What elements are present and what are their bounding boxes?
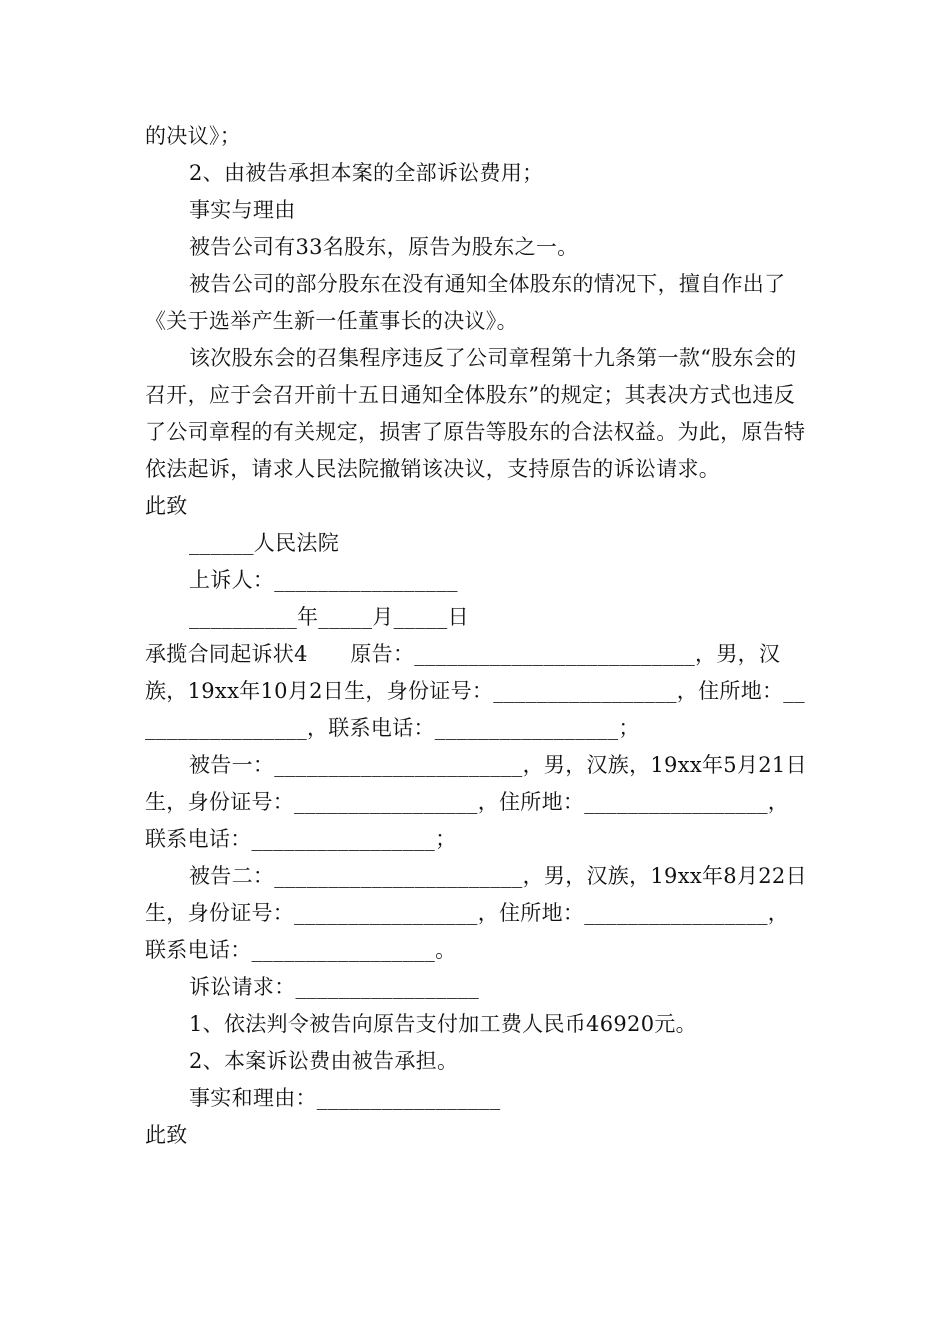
paragraph-unauthorized-resolution: 被告公司的部分股东在没有通知全体股东的情况下，擅自作出了《关于选举产生新一任董事长的决议》。 [145, 272, 786, 333]
document-body [145, 118, 810, 1154]
heading-facts-and-reasons: 事实与理由 [189, 198, 296, 222]
appellant-line: 上诉人：_________________ [189, 568, 458, 592]
defendant-one-info: 被告一：_______________________，男，汉族，19xx年5月21日生，身份证号：_________________，住所地：_________________，联系电话：_________________； [145, 753, 807, 851]
claims-heading: 诉讼请求：_________________ [189, 975, 480, 999]
claim-two: 2、本案诉讼费由被告承担。 [189, 1049, 459, 1073]
claim-one: 1、依法判令被告向原告支付加工费人民币46920元。 [189, 1012, 697, 1036]
paragraph-procedure-violation: 该次股东会的召集程序违反了公司章程第十九条第一款“股东会的召开，应于会召开前十五日通知全体股东”的规定；其表决方式也违反了公司章程的有关规定，损害了原告等股东的合法权益。为此，原告特依法起诉，请求人民法院撤销该决议，支持原告的诉讼请求。 [145, 346, 806, 481]
facts-and-reasons-line: 事实和理由：_________________ [189, 1086, 501, 1110]
closing-salutation-second: 此致 [145, 1123, 188, 1147]
date-line: __________年_____月_____日 [189, 605, 469, 629]
closing-salutation: 此致 [145, 494, 188, 518]
defendant-two-info: 被告二：_______________________，男，汉族，19xx年8月22日生，身份证号：_________________，住所地：_________________，联系电话：_________________。 [145, 864, 807, 962]
paragraph-shareholders: 被告公司有33名股东，原告为股东之一。 [189, 235, 579, 259]
court-name-line: ______人民法院 [189, 531, 339, 555]
paragraph-litigation-costs: 2、由被告承担本案的全部诉讼费用； [189, 161, 544, 185]
plaintiff-info: 承揽合同起诉状4 原告：__________________________，男，汉族，19xx年10月2日生，身份证号：_________________，住所地：_________________，联系电话：_________________； [145, 642, 805, 740]
paragraph-resolution-end: 的决议》； [145, 124, 241, 148]
